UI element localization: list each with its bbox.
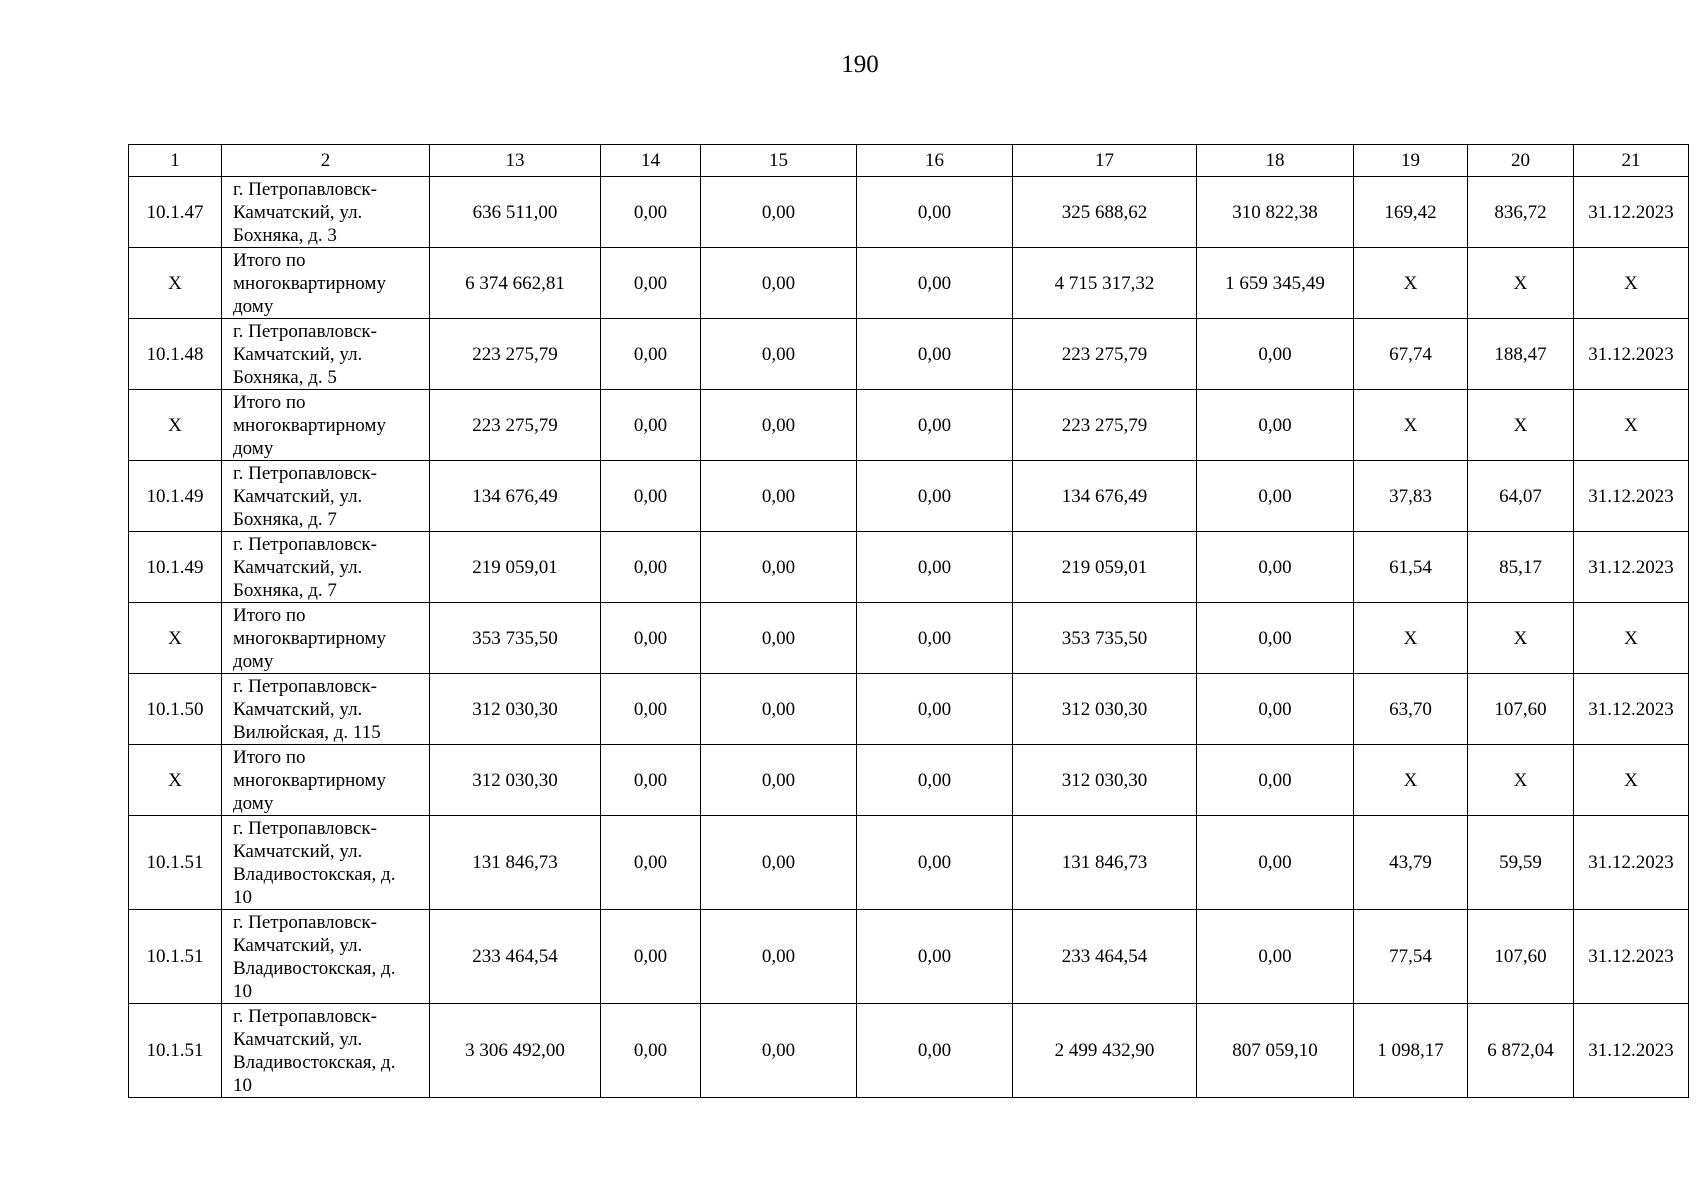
address-line: Итого по: [233, 746, 306, 768]
table-row: [129, 910, 1689, 1004]
col20-cell: 188,47: [1468, 319, 1574, 390]
col19-cell: 1 098,17: [1354, 1004, 1468, 1098]
col18-cell: 0,00: [1197, 745, 1354, 816]
address-line: г. Петропавловск-: [233, 178, 377, 200]
col19-cell: 37,83: [1354, 461, 1468, 532]
address-line: Камчатский, ул.: [233, 840, 363, 862]
address-line: г. Петропавловск-: [233, 1005, 377, 1027]
col18-cell: 0,00: [1197, 816, 1354, 910]
address-line: г. Петропавловск-: [233, 675, 377, 697]
address-line: многоквартирному: [233, 627, 386, 649]
address-cell: [222, 390, 430, 461]
col20-cell: 107,60: [1468, 674, 1574, 745]
col19-cell: 43,79: [1354, 816, 1468, 910]
col18-cell: 310 822,38: [1197, 177, 1354, 248]
col13-cell: 636 511,00: [430, 177, 601, 248]
column-header: 21: [1574, 145, 1689, 177]
row-number-cell: X: [129, 248, 222, 319]
col17-cell: 353 735,50: [1013, 603, 1197, 674]
address-line: Бохняка, д. 7: [233, 579, 337, 601]
col13-cell: 312 030,30: [430, 674, 601, 745]
col14-cell: 0,00: [601, 532, 701, 603]
table-body: [129, 145, 1689, 1098]
col13-cell: 353 735,50: [430, 603, 601, 674]
col16-cell: 0,00: [857, 390, 1013, 461]
col14-cell: 0,00: [601, 910, 701, 1004]
address-line: г. Петропавловск-: [233, 462, 377, 484]
col19-cell: X: [1354, 390, 1468, 461]
col14-cell: 0,00: [601, 674, 701, 745]
address-cell: [222, 745, 430, 816]
col17-cell: 2 499 432,90: [1013, 1004, 1197, 1098]
address-line: г. Петропавловск-: [233, 533, 377, 555]
col17-cell: 223 275,79: [1013, 390, 1197, 461]
address-line: Итого по: [233, 249, 306, 271]
col13-cell: 233 464,54: [430, 910, 601, 1004]
column-header: 20: [1468, 145, 1574, 177]
col16-cell: 0,00: [857, 603, 1013, 674]
row-number-cell: X: [129, 390, 222, 461]
col17-cell: 233 464,54: [1013, 910, 1197, 1004]
date-cell: 31.12.2023: [1574, 177, 1689, 248]
col16-cell: 0,00: [857, 319, 1013, 390]
address-line: г. Петропавловск-: [233, 911, 377, 933]
column-header: 16: [857, 145, 1013, 177]
col15-cell: 0,00: [701, 1004, 857, 1098]
col18-cell: 0,00: [1197, 603, 1354, 674]
col19-cell: 169,42: [1354, 177, 1468, 248]
col14-cell: 0,00: [601, 745, 701, 816]
col20-cell: 64,07: [1468, 461, 1574, 532]
col13-cell: 223 275,79: [430, 390, 601, 461]
col15-cell: 0,00: [701, 745, 857, 816]
address-line: Бохняка, д. 7: [233, 508, 337, 530]
row-number-cell: X: [129, 745, 222, 816]
column-header: 1: [129, 145, 222, 177]
column-header: 17: [1013, 145, 1197, 177]
address-line: 10: [233, 980, 252, 1002]
header-row: [129, 145, 1689, 177]
address-line: Итого по: [233, 604, 306, 626]
table-row: [129, 603, 1689, 674]
col14-cell: 0,00: [601, 603, 701, 674]
address-line: Итого по: [233, 391, 306, 413]
row-number-cell: 10.1.49: [129, 532, 222, 603]
row-number-cell: X: [129, 603, 222, 674]
column-header: 19: [1354, 145, 1468, 177]
col14-cell: 0,00: [601, 177, 701, 248]
col16-cell: 0,00: [857, 248, 1013, 319]
col19-cell: 61,54: [1354, 532, 1468, 603]
date-cell: X: [1574, 745, 1689, 816]
col16-cell: 0,00: [857, 1004, 1013, 1098]
date-cell: X: [1574, 248, 1689, 319]
column-header: 14: [601, 145, 701, 177]
address-line: многоквартирному: [233, 272, 386, 294]
address-cell: [222, 248, 430, 319]
table-row: [129, 390, 1689, 461]
col17-cell: 325 688,62: [1013, 177, 1197, 248]
col15-cell: 0,00: [701, 248, 857, 319]
date-cell: 31.12.2023: [1574, 816, 1689, 910]
address-line: Камчатский, ул.: [233, 934, 363, 956]
address-line: Владивостокская, д.: [233, 1051, 396, 1073]
address-line: Камчатский, ул.: [233, 1028, 363, 1050]
col15-cell: 0,00: [701, 603, 857, 674]
col17-cell: 134 676,49: [1013, 461, 1197, 532]
address-cell: [222, 461, 430, 532]
col14-cell: 0,00: [601, 1004, 701, 1098]
col16-cell: 0,00: [857, 532, 1013, 603]
col19-cell: 77,54: [1354, 910, 1468, 1004]
col13-cell: 223 275,79: [430, 319, 601, 390]
address-cell: [222, 1004, 430, 1098]
col13-cell: 134 676,49: [430, 461, 601, 532]
col20-cell: 836,72: [1468, 177, 1574, 248]
address-cell: [222, 603, 430, 674]
data-table: [128, 144, 1689, 1098]
date-cell: 31.12.2023: [1574, 1004, 1689, 1098]
table-row: [129, 745, 1689, 816]
address-line: г. Петропавловск-: [233, 320, 377, 342]
col20-cell: 59,59: [1468, 816, 1574, 910]
table-row: [129, 674, 1689, 745]
column-header: 15: [701, 145, 857, 177]
column-header: 2: [222, 145, 430, 177]
date-cell: 31.12.2023: [1574, 532, 1689, 603]
col18-cell: 0,00: [1197, 910, 1354, 1004]
col16-cell: 0,00: [857, 910, 1013, 1004]
address-line: дому: [233, 437, 274, 459]
table-row: [129, 816, 1689, 910]
col18-cell: 0,00: [1197, 674, 1354, 745]
table-row: [129, 532, 1689, 603]
address-line: Бохняка, д. 3: [233, 224, 337, 246]
address-cell: [222, 319, 430, 390]
row-number-cell: 10.1.51: [129, 1004, 222, 1098]
table-row: [129, 461, 1689, 532]
address-line: Камчатский, ул.: [233, 698, 363, 720]
address-line: дому: [233, 295, 274, 317]
address-cell: [222, 532, 430, 603]
col20-cell: 85,17: [1468, 532, 1574, 603]
col18-cell: 0,00: [1197, 319, 1354, 390]
col15-cell: 0,00: [701, 910, 857, 1004]
col15-cell: 0,00: [701, 816, 857, 910]
row-number-cell: 10.1.51: [129, 816, 222, 910]
address-line: дому: [233, 792, 274, 814]
col18-cell: 0,00: [1197, 532, 1354, 603]
col18-cell: 1 659 345,49: [1197, 248, 1354, 319]
col16-cell: 0,00: [857, 816, 1013, 910]
address-line: Камчатский, ул.: [233, 343, 363, 365]
date-cell: 31.12.2023: [1574, 674, 1689, 745]
row-number-cell: 10.1.50: [129, 674, 222, 745]
address-line: Камчатский, ул.: [233, 556, 363, 578]
col17-cell: 312 030,30: [1013, 745, 1197, 816]
col13-cell: 219 059,01: [430, 532, 601, 603]
col17-cell: 131 846,73: [1013, 816, 1197, 910]
table-row: [129, 248, 1689, 319]
address-line: многоквартирному: [233, 769, 386, 791]
col17-cell: 312 030,30: [1013, 674, 1197, 745]
address-cell: [222, 816, 430, 910]
col19-cell: X: [1354, 745, 1468, 816]
row-number-cell: 10.1.49: [129, 461, 222, 532]
col19-cell: X: [1354, 248, 1468, 319]
address-line: многоквартирному: [233, 414, 386, 436]
col14-cell: 0,00: [601, 319, 701, 390]
address-line: г. Петропавловск-: [233, 817, 377, 839]
col18-cell: 0,00: [1197, 390, 1354, 461]
col20-cell: 107,60: [1468, 910, 1574, 1004]
col15-cell: 0,00: [701, 319, 857, 390]
col17-cell: 223 275,79: [1013, 319, 1197, 390]
col15-cell: 0,00: [701, 674, 857, 745]
col19-cell: X: [1354, 603, 1468, 674]
address-line: Камчатский, ул.: [233, 201, 363, 223]
col13-cell: 3 306 492,00: [430, 1004, 601, 1098]
address-line: 10: [233, 886, 252, 908]
address-line: дому: [233, 650, 274, 672]
address-line: Владивостокская, д.: [233, 957, 396, 979]
col16-cell: 0,00: [857, 745, 1013, 816]
col15-cell: 0,00: [701, 390, 857, 461]
date-cell: 31.12.2023: [1574, 319, 1689, 390]
col16-cell: 0,00: [857, 177, 1013, 248]
table-row: [129, 1004, 1689, 1098]
col16-cell: 0,00: [857, 674, 1013, 745]
col20-cell: X: [1468, 603, 1574, 674]
page-number: 190: [841, 51, 879, 78]
col14-cell: 0,00: [601, 461, 701, 532]
col14-cell: 0,00: [601, 390, 701, 461]
col13-cell: 6 374 662,81: [430, 248, 601, 319]
col20-cell: X: [1468, 390, 1574, 461]
col13-cell: 131 846,73: [430, 816, 601, 910]
col19-cell: 63,70: [1354, 674, 1468, 745]
address-line: Бохняка, д. 5: [233, 366, 337, 388]
row-number-cell: 10.1.51: [129, 910, 222, 1004]
col17-cell: 219 059,01: [1013, 532, 1197, 603]
col20-cell: 6 872,04: [1468, 1004, 1574, 1098]
col20-cell: X: [1468, 745, 1574, 816]
col14-cell: 0,00: [601, 248, 701, 319]
col18-cell: 807 059,10: [1197, 1004, 1354, 1098]
address-line: Камчатский, ул.: [233, 485, 363, 507]
date-cell: X: [1574, 390, 1689, 461]
row-number-cell: 10.1.47: [129, 177, 222, 248]
date-cell: X: [1574, 603, 1689, 674]
col20-cell: X: [1468, 248, 1574, 319]
col14-cell: 0,00: [601, 816, 701, 910]
col19-cell: 67,74: [1354, 319, 1468, 390]
address-line: Вилюйская, д. 115: [233, 721, 381, 743]
address-line: Владивостокская, д.: [233, 863, 396, 885]
row-number-cell: 10.1.48: [129, 319, 222, 390]
col16-cell: 0,00: [857, 461, 1013, 532]
col15-cell: 0,00: [701, 177, 857, 248]
date-cell: 31.12.2023: [1574, 910, 1689, 1004]
address-cell: [222, 910, 430, 1004]
table-row: [129, 177, 1689, 248]
col17-cell: 4 715 317,32: [1013, 248, 1197, 319]
column-header: 18: [1197, 145, 1354, 177]
table-row: [129, 319, 1689, 390]
col18-cell: 0,00: [1197, 461, 1354, 532]
col13-cell: 312 030,30: [430, 745, 601, 816]
address-cell: [222, 674, 430, 745]
address-cell: [222, 177, 430, 248]
col15-cell: 0,00: [701, 461, 857, 532]
address-line: 10: [233, 1074, 252, 1096]
col15-cell: 0,00: [701, 532, 857, 603]
date-cell: 31.12.2023: [1574, 461, 1689, 532]
column-header: 13: [430, 145, 601, 177]
